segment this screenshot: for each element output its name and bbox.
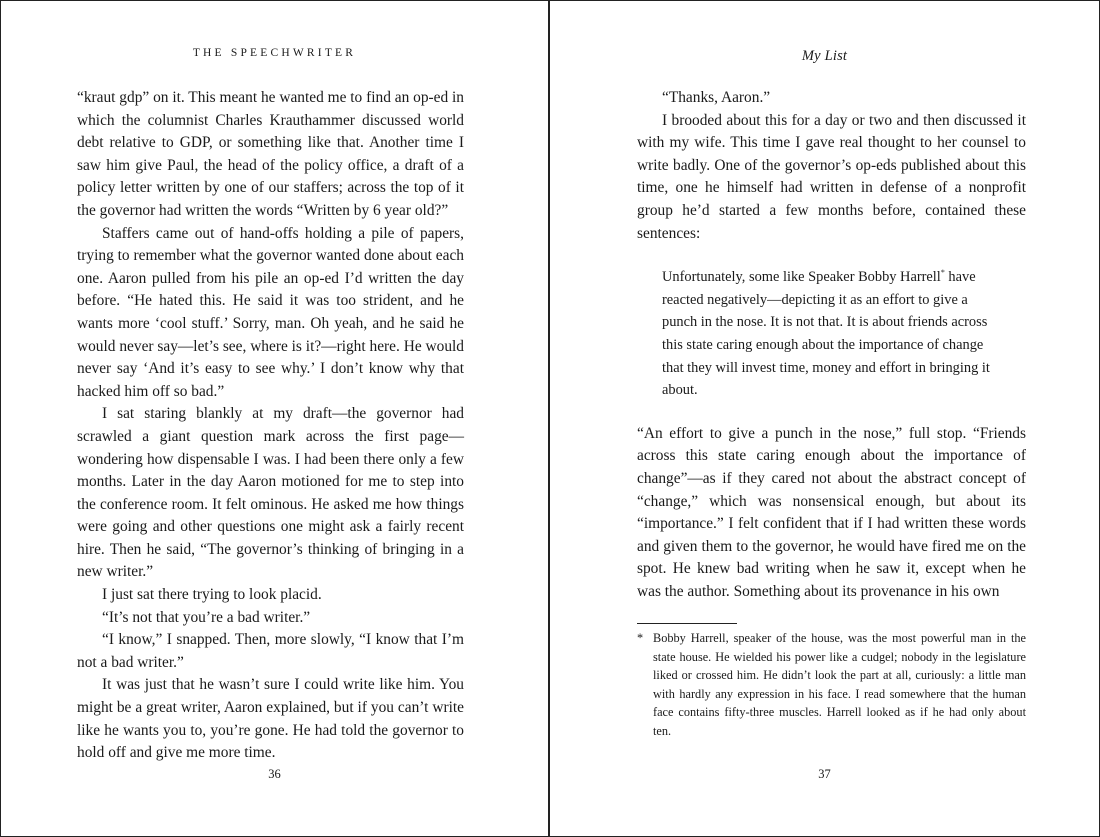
quote-text: have reacted negatively—depicting it as an effort to give a punch in the nose. It is not that. It is about friends across this state caring enough about the importance of change that they will invest time, money and effort in bringing it about. [662,269,990,399]
block-quote [662,266,1002,402]
paragraph: “I know,” I snapped. Then, more slowly, “I know that I’m not a bad writer.” [77,631,464,671]
paragraph: I just sat there trying to look placid. [102,586,322,604]
footnote-text: Bobby Harrell, speaker of the house, was the most powerful man in the state house. He wielded his power like a cudgel; nobody in the legislature liked or crossed him. He didn’t look the part at all, curiously: a little man with hardly any expression in his face. I read somewhere that the human face contains fifty-three muscles. Harrell looked as if he had only about ten. [653,631,1026,738]
quote-text: Unfortunately, some like Speaker Bobby Harrell [662,269,941,286]
paragraph: “Thanks, Aaron.” [662,89,771,106]
footnote-mark: * [637,631,644,645]
running-head-chapter-title: My List [801,48,848,64]
footnote-divider [637,623,737,624]
paragraph: “kraut gdp” on it. This meant he wanted me to find an op-ed in which the columnist Charles Krauthammer discussed world debt relative to GDP, or something like that. Another time I saw him give Paul, the head of the policy office, a draft of a policy letter written by one of our staffers; across the top of it the governor had written the words “Written by 6 year old?” [77,89,464,219]
left-page [1,1,550,836]
paragraph: I brooded about this for a day or two and then discussed it with my wife. This time I gave real thought to her counsel to write badly. One of the governor’s op-eds published about this time, one he himself had written in defense of a nonprofit group he’d started a few months before, contained these sentences: [637,111,1026,242]
paragraph: “It’s not that you’re a bad writer.” [102,608,311,626]
right-text-block [637,87,1026,603]
right-page [550,1,1099,836]
page-number: 36 [268,767,281,781]
paragraph: I sat staring blankly at my draft—the governor had scrawled a giant question mark across the first page—wondering how dispensable I was. I had been there only a few months. Later in the day Aaron motioned for me to step into the conference room. It felt ominous. He asked me how things were going and other questions one might ask a fairly recent hire. Then he said, “The governor’s thinking of bringing in a new writer.” [77,405,464,581]
paragraph: “An effort to give a punch in the nose,” full stop. “Friends across this state caring enough about the importance of change”—as if they cared not about the abstract concept of “change,” which was nonsensical enough, but about its “importance.” I felt confident that if I had written these words and given them to the governor, he would have fired me on the spot. He knew bad writing when he saw it, except when he was the author. Something about its provenance in his own [637,424,1026,600]
left-text-block [77,87,464,765]
footnote-reference: * [940,268,945,278]
running-head-book-title: THE SPEECHWRITER [192,47,357,59]
paragraph: It was just that he wasn’t sure I could write like him. You might be a great writer, Aaron explained, but if you can’t write like he wants you to, you’re gone. He had told the governor to hold off and give me more time. [77,676,464,762]
paragraph: Staffers came out of hand-offs holding a pile of papers, trying to remember what the governor wanted done about each one. Aaron pulled from his pile an op-ed I’d written the day before. “He hated this. He said it was too strident, and he wants more ‘cool stuff.’ Sorry, man. Oh yeah, and he said he would never say—let’s see, where is it?—right here. He would never say ‘And it’s easy to see why.’ I don’t know why that hacked him off so bad.” [77,224,464,400]
footnote [637,629,1026,741]
page-number: 37 [818,767,831,781]
